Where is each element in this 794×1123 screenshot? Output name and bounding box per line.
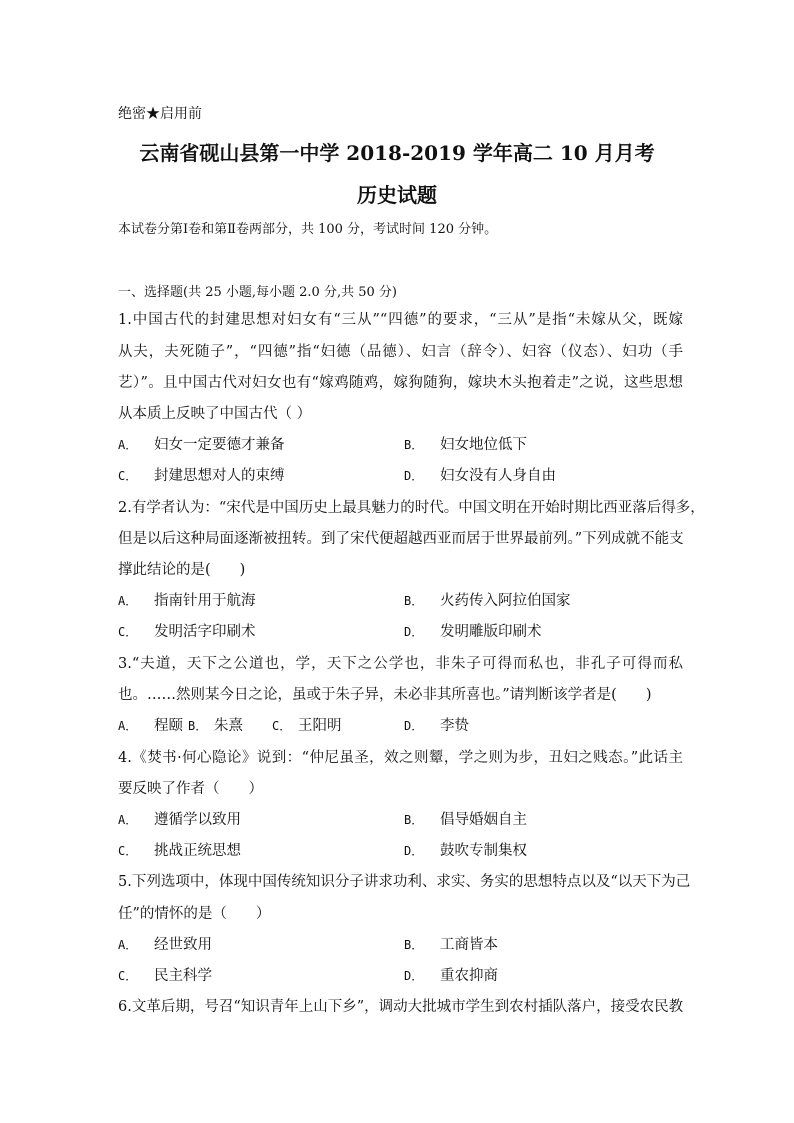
option-letter: C． — [118, 469, 138, 483]
option-text: 重农抑商 — [440, 968, 498, 984]
q5-option-c — [118, 966, 212, 986]
option-text: 妇女地位低下 — [440, 437, 527, 453]
option-letter: D． — [404, 719, 424, 733]
question-3-line: 3.“夫道，天下之公道也，学，天下之公学也，非朱子可得而私也，非孔子可得而私 — [118, 656, 683, 672]
option-letter: D． — [404, 625, 424, 639]
option-letter: B． — [404, 938, 424, 952]
q2-option-c — [118, 622, 256, 642]
option-text: 民主科学 — [154, 968, 212, 984]
option-letter: D． — [404, 969, 424, 983]
option-text: 火药传入阿拉伯国家 — [440, 593, 571, 609]
question-4-line: 要反映了作者（ ） — [118, 781, 263, 797]
option-text: 发明雕版印刷术 — [440, 624, 542, 640]
question-1-line: 艺）”。且中国古代对妇女也有“嫁鸡随鸡，嫁狗随狗，嫁块木头抱着走”之说，这些思想 — [118, 375, 683, 391]
exam-subtitle: 历史试题 — [357, 183, 437, 207]
q2-option-b — [404, 591, 571, 611]
q4-option-b — [404, 810, 527, 830]
q1-option-d — [404, 466, 556, 486]
exam-title: 云南省砚山县第一中学 2018-2019 学年高二 10 月月考 — [139, 141, 655, 165]
q5-option-d — [404, 966, 498, 986]
question-4-line: 4.《焚书·何心隐论》说到：“仲尼虽圣，效之则颦，学之则为步，丑妇之贱态。”此话主 — [118, 750, 683, 766]
q3-option-b — [188, 716, 243, 736]
q4-option-a — [118, 810, 241, 830]
option-text: 工商皆本 — [440, 937, 498, 953]
option-text: 倡导婚姻自主 — [440, 812, 527, 828]
option-text: 指南针用于航海 — [154, 593, 256, 609]
option-text: 程颐 — [154, 718, 183, 734]
question-3-line: 也。……然则某今日之论，虽或于朱子异，未必非其所喜也。”请判断该学者是( ) — [118, 687, 652, 703]
question-6-line: 6.文革后期，号召“知识青年上山下乡”，调动大批城市学生到农村插队落户，接受农民教 — [118, 999, 684, 1015]
q5-option-a — [118, 935, 212, 955]
option-text: 妇女一定要德才兼备 — [154, 437, 285, 453]
q3-option-d — [404, 716, 469, 736]
option-letter: D． — [404, 844, 424, 858]
option-letter: B． — [404, 594, 424, 608]
q1-option-b — [404, 435, 527, 455]
exam-intro: 本试卷分第Ⅰ卷和第Ⅱ卷两部分，共 100 分，考试时间 120 分钟。 — [118, 222, 498, 237]
option-letter: A． — [118, 719, 138, 733]
option-letter: A． — [118, 938, 138, 952]
question-1-line: 从本质上反映了中国古代（ ） — [118, 406, 312, 422]
question-2-line: 但是以后这种局面逐渐被扭转。到了宋代便超越西亚而居于世界最前列。”下列成就不能支 — [118, 531, 684, 547]
option-letter: D． — [404, 469, 424, 483]
question-5-line: 5.下列选项中，体现中国传统知识分子讲求功利、求实、务实的思想特点以及“以天下为己 — [118, 874, 691, 890]
q3-option-c — [272, 716, 342, 736]
q4-option-c — [118, 841, 241, 861]
q4-option-d — [404, 841, 527, 861]
option-text: 朱熹 — [214, 718, 243, 734]
q1-option-c — [118, 466, 285, 486]
option-letter: B． — [188, 719, 208, 733]
section-title: 一、选择题(共 25 小题,每小题 2.0 分,共 50 分) — [118, 285, 397, 300]
option-letter: A． — [118, 813, 138, 827]
confidential-label: 绝密★启用前 — [118, 106, 202, 122]
option-letter: C． — [272, 719, 292, 733]
option-letter: B． — [404, 813, 424, 827]
question-5-line: 任”的情怀的是（ ） — [118, 906, 271, 922]
option-letter: A． — [118, 594, 138, 608]
option-text: 发明活字印刷术 — [154, 624, 256, 640]
q5-option-b — [404, 935, 498, 955]
option-text: 挑战正统思想 — [154, 843, 241, 859]
q3-option-a — [118, 716, 183, 736]
q2-option-a — [118, 591, 256, 611]
option-text: 鼓吹专制集权 — [440, 843, 527, 859]
option-letter: C． — [118, 625, 138, 639]
q2-option-d — [404, 622, 542, 642]
option-text: 经世致用 — [154, 937, 212, 953]
option-text: 李贽 — [440, 718, 469, 734]
question-2-line: 2.有学者认为：“宋代是中国历史上最具魅力的时代。中国文明在开始时期比西亚落后得多， — [118, 500, 705, 516]
option-text: 妇女没有人身自由 — [440, 468, 556, 484]
question-2-line: 撑此结论的是( ) — [118, 562, 246, 578]
option-letter: B． — [404, 438, 424, 452]
question-1-line: 从夫，夫死随子”，“四德”指“妇德（品德）、妇言（辞令）、妇容（仪态）、妇功（手 — [118, 344, 683, 360]
q1-option-a — [118, 435, 285, 455]
option-text: 封建思想对人的束缚 — [154, 468, 285, 484]
option-text: 遵循学以致用 — [154, 812, 241, 828]
option-text: 王阳明 — [298, 718, 342, 734]
option-letter: A． — [118, 438, 138, 452]
question-1-line: 1.中国古代的封建思想对妇女有“三从”“四德”的要求，“三从”是指“未嫁从父，既嫁 — [118, 312, 683, 328]
option-letter: C． — [118, 844, 138, 858]
option-letter: C． — [118, 969, 138, 983]
